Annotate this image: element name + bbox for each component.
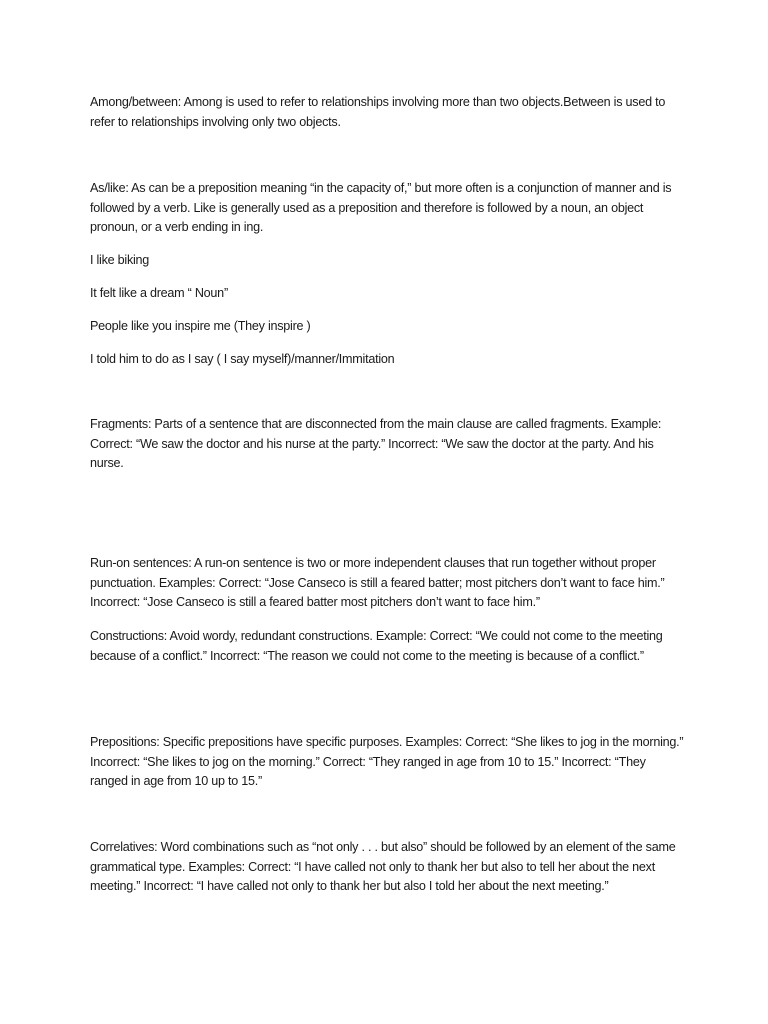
paragraph-as-like: As/like: As can be a preposition meaning “in the capacity of,” but more often is a conjunction of manner and is followed by a verb. Like is generally used as a preposition and therefore is followed by a noun, an object pronoun, or a verb ending in ing. <box>90 181 672 234</box>
example-line-4: I told him to do as I say ( I say myself)/manner/Immitation <box>90 352 395 366</box>
paragraph-prepositions: Prepositions: Specific prepositions have specific purposes. Examples: Correct: “She likes to jog in the morning.” Incorrect: “She likes to jog on the morning.” Correct: “They ranged in age from 10 to 15.” Incorrect: “They ranged in age from 10 up to 15.” <box>90 735 684 788</box>
example-line-2: It felt like a dream “ Noun” <box>90 286 228 300</box>
example-line-1: I like biking <box>90 253 150 267</box>
paragraph-correlatives: Correlatives: Word combinations such as “not only . . . but also” should be followed by an element of the same grammatical type. Examples: Correct: “I have called not only to thank her but also to tell her about the next meeting.” Incorrect: “I have called not only to thank her but also I told her about the next meeting.” <box>90 840 676 893</box>
paragraph-run-on: Run-on sentences: A run-on sentence is two or more independent clauses that run together without proper punctuation. Examples: Correct: “Jose Canseco is still a feared batter; most pitchers don’t want to face him.” Incorrect: “Jose Canseco is still a feared batter most pitchers don’t want to face him.” <box>90 556 665 609</box>
example-line-3: People like you inspire me (They inspire ) <box>90 319 311 333</box>
paragraph-fragments: Fragments: Parts of a sentence that are disconnected from the main clause are called fragments. Example: Correct: “We saw the doctor and his nurse at the party.” Incorrect: “We saw the doctor at the party. And his nurse. <box>90 417 662 470</box>
paragraph-constructions: Constructions: Avoid wordy, redundant constructions. Example: Correct: “We could not come to the meeting because of a conflict.” Incorrect: “The reason we could not come to the meeting is because of a conflict.” <box>90 629 663 663</box>
paragraph-among-between: Among/between: Among is used to refer to relationships involving more than two objects.Between is used to refer to relationships involving only two objects. <box>90 95 666 129</box>
